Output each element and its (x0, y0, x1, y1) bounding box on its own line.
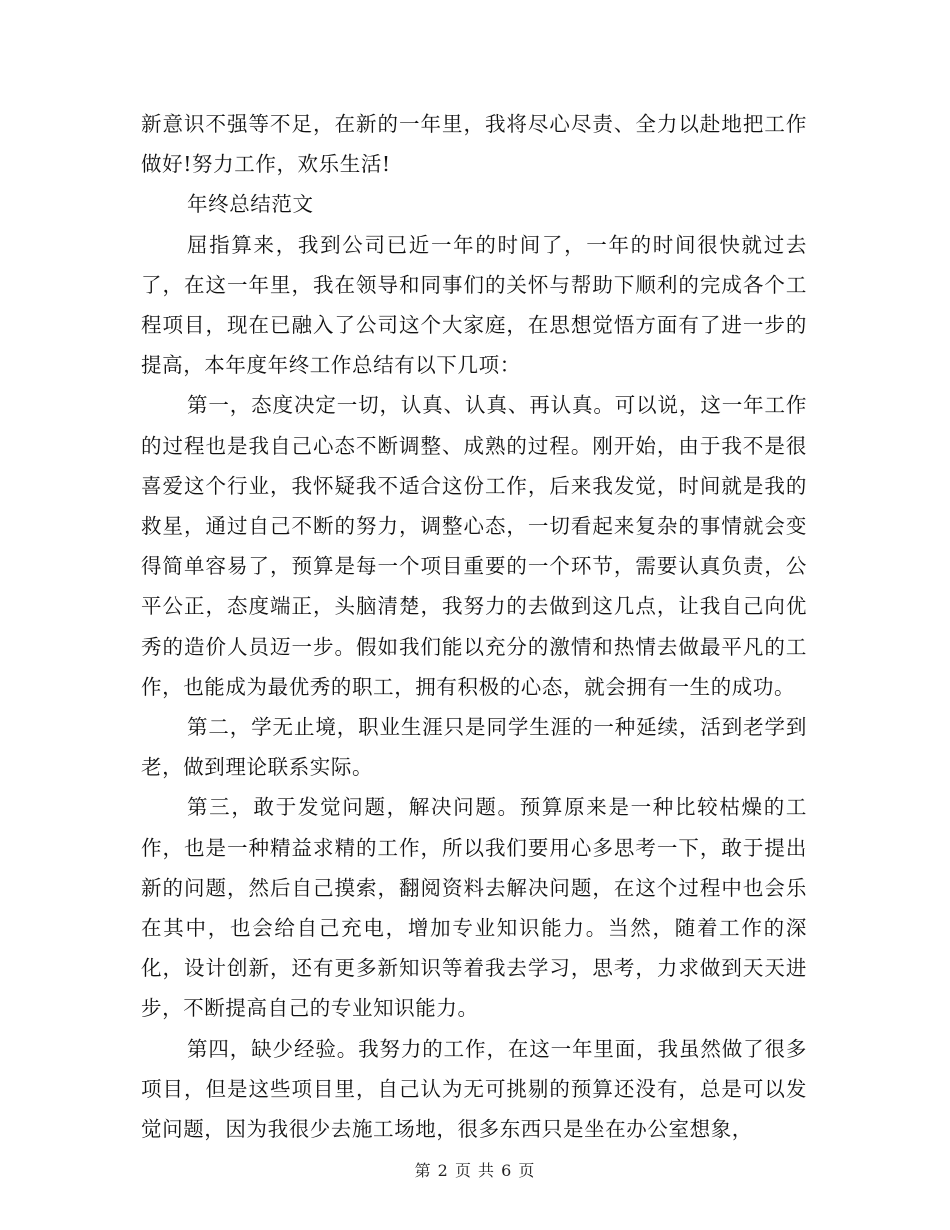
paragraph-point-three: 第三，敢于发觉问题，解决问题。预算原来是一种比较枯燥的工作，也是一种精益求精的工作，所以我们要用心多思考一下，敢于提出新的问题，然后自己摸索，翻阅资料去解决问题，在这个过程中也会乐在其中，也会给自己充电，增加专业知识能力。当然，随着工作的深化，设计创新，还有更多新知识等着我去学习，思考，力求做到天天进步，不断提高自己的专业知识能力。 (141, 795, 807, 1021)
paragraph-point-one: 第一，态度决定一切，认真、认真、再认真。可以说，这一年工作的过程也是我自己心态不断调整、成熟的过程。刚开始，由于我不是很喜爱这个行业，我怀疑我不适合这份工作，后来我发觉，时间就是我的救星，通过自己不断的努力，调整心态，一切看起来复杂的事情就会变得简单容易了，预算是每一个项目重要的一个环节，需要认真负责，公平公正，态度端正，头脑清楚，我努力的去做到这几点，让我自己向优秀的造价人员迈一步。假如我们能以充分的激情和热情去做最平凡的工作，也能成为最优秀的职工，拥有积极的心态，就会拥有一生的成功。 (141, 393, 807, 699)
paragraph-continuation: 新意识不强等不足，在新的一年里，我将尽心尽责、全力以赴地把工作做好!努力工作，欢乐生活! (141, 112, 807, 177)
paragraph-point-four: 第四，缺少经验。我努力的工作，在这一年里面，我虽然做了很多项目，但是这些项目里，自己认为无可挑剔的预算还没有，总是可以发觉问题，因为我很少去施工场地，很多东西只是坐在办公室想象， (141, 1036, 807, 1142)
paragraph-point-two: 第二，学无止境，职业生涯只是同学生涯的一种延续，活到老学到老，做到理论联系实际。 (141, 715, 807, 780)
paragraph-intro: 屈指算来，我到公司已近一年的时间了，一年的时间很快就过去了，在这一年里，我在领导和同事们的关怀与帮助下顺利的完成各个工程项目，现在已融入了公司这个大家庭，在思想觉悟方面有了进一步的提高，本年度年终工作总结有以下几项： (141, 232, 807, 378)
page-number-footer: 第 2 页 共 6 页 (414, 1161, 536, 1180)
document-body (141, 104, 807, 1149)
section-heading: 年终总结范文 (187, 192, 314, 217)
